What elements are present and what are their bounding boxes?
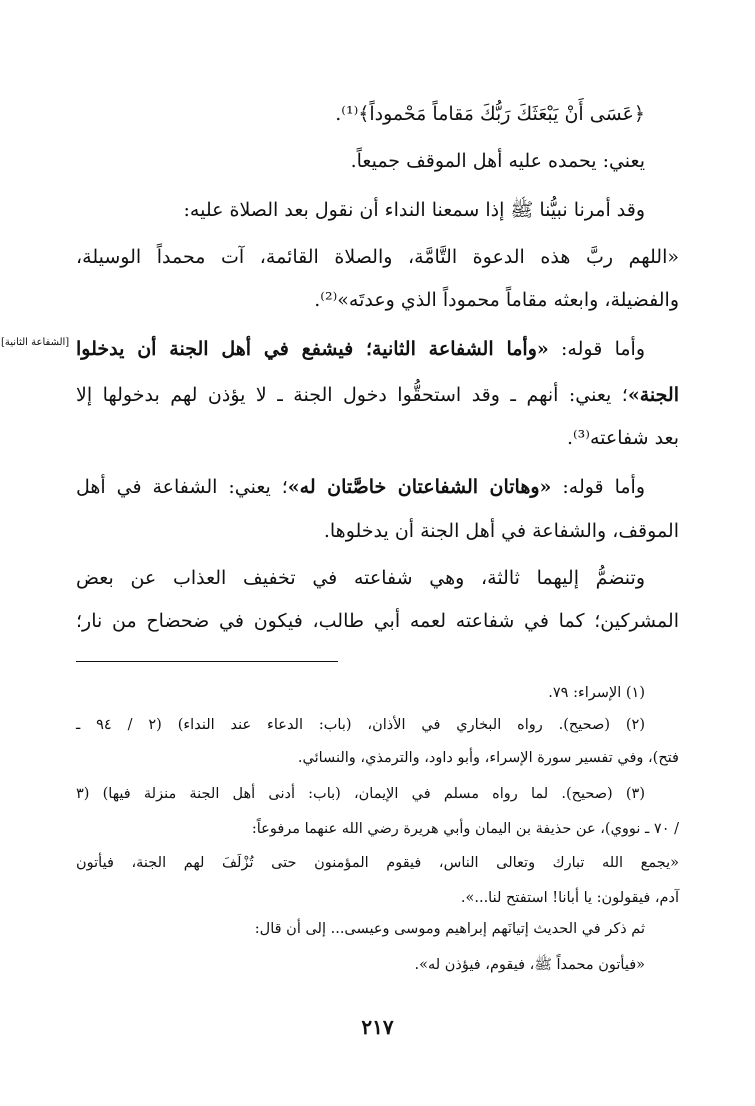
text-line: بعد شفاعته⁽³⁾. bbox=[566, 427, 679, 449]
body-text: ؛ يعني: أنهم ـ وقد استحقُّوا دخول الجنة ـ لا يؤذن لهم بدخولها إلا bbox=[76, 384, 628, 406]
text-line bbox=[76, 474, 645, 500]
text-line: «اللهم ربَّ هذه الدعوة التَّامَّة، والصلاة القائمة، آت محمداً الوسيلة، bbox=[76, 246, 679, 268]
text-line: الموقف، والشفاعة في أهل الجنة أن يدخلوها. bbox=[323, 520, 679, 542]
footnote-line: «فيأتون محمداً ﷺ، فيقوم، فيؤذن له». bbox=[414, 957, 645, 973]
footnote-line: (١) الإسراء: ٧٩. bbox=[548, 685, 645, 701]
intro-text: وأما قوله: bbox=[551, 476, 645, 498]
footnote-line: فتح)، وفي تفسير سورة الإسراء، وأبو داود، والترمذي، والنسائي. bbox=[297, 750, 679, 766]
quoted-bold-text: «وهاتان الشفاعتان خاصَّتان له» bbox=[287, 476, 552, 498]
footnote-line: ثم ذكر في الحديث إتيانَهم إبراهيم وموسى وعيسى... إلى أن قال: bbox=[254, 921, 645, 937]
quoted-bold-text: «وأما الشفاعة الثانية؛ فيشفع في أهل الجنة أن يدخلوا bbox=[76, 338, 549, 360]
text-line: وتنضمُّ إليهما ثالثة، وهي شفاعته في تخفيف العذاب عن بعض bbox=[76, 567, 646, 589]
footnote-separator bbox=[76, 661, 338, 662]
text-line: المشركين؛ كما في شفاعته لعمه أبي طالب، فيكون في ضحضاح من نار؛ bbox=[76, 610, 679, 632]
text-line bbox=[76, 382, 679, 408]
footnote-line: (٣) (صحيح). لما رواه مسلم في الإيمان، (باب: أدنى أهل الجنة منزلة فيها) (٣ bbox=[76, 786, 645, 802]
page-number: ٢١٧ bbox=[361, 1015, 394, 1039]
intro-text: وأما قوله: bbox=[548, 338, 645, 360]
footnote-line: / ٧٠ ـ نووي)، عن حذيفة بن اليمان وأبي هريرة رضي الله عنهما مرفوعاً: bbox=[251, 821, 679, 837]
text-line bbox=[76, 336, 645, 362]
quoted-bold-text: الجنة» bbox=[627, 384, 679, 406]
text-line: يعني: يحمده عليه أهل الموقف جميعاً. bbox=[350, 150, 645, 172]
verse-line: ﴿عَسَى أَنْ يَبْعَثَكَ رَبُّكَ مَقاماً مَحْموداً﴾⁽¹⁾. bbox=[335, 103, 645, 125]
text-line: وقد أمرنا نبيُّنا ﷺ إذا سمعنا النداء أن نقول بعد الصلاة عليه: bbox=[183, 199, 645, 221]
body-text: ؛ يعني: الشفاعة في أهل bbox=[76, 476, 288, 498]
margin-note: [الشفاعة الثانية] bbox=[1, 337, 70, 348]
footnote-line: «يجمع الله تبارك وتعالى الناس، فيقوم المؤمنون حتى تُزْلَفَ لهم الجنة، فيأتون bbox=[76, 855, 679, 871]
footnote-line: (٢) (صحيح). رواه البخاري في الأذان، (باب: الدعاء عند النداء) (٢ / ٩٤ ـ bbox=[76, 717, 645, 733]
footnote-line: آدم، فيقولون: يا أبانا! استفتح لنا...». bbox=[460, 890, 679, 906]
text-line: والفضيلة، وابعثه مقاماً محموداً الذي وعدتَه»⁽²⁾. bbox=[314, 289, 679, 311]
